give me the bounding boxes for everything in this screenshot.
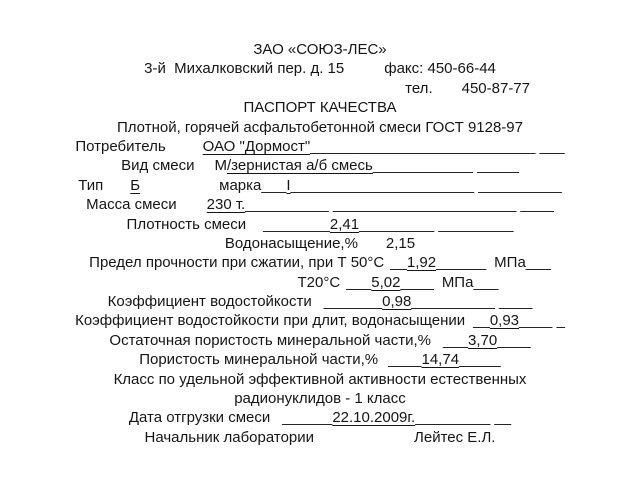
phone-number: 450-87-77 [461, 79, 530, 97]
density-label: Плотность смеси [126, 215, 247, 233]
consumer-value: ОАО "Дормост" [202, 137, 311, 155]
residual-porosity-label: Остаточная пористость минеральной части,% [109, 331, 431, 349]
fill-line: ______ [436, 254, 487, 272]
density-value: 2,41 [329, 215, 360, 233]
spacer [465, 324, 473, 325]
fax-number: факс: 450-66-44 [384, 60, 496, 78]
fill-line: _________ _________ [359, 215, 514, 233]
ship-date-label: Дата отгрузки смеси [128, 409, 271, 427]
water-resistance-long-value: 0,93 [489, 312, 520, 330]
phone-line [0, 79, 640, 98]
strength-t20-label: Т20°С [297, 273, 341, 291]
spacer [140, 189, 219, 190]
mark-value: I [286, 176, 291, 194]
fill-line: _______ [323, 293, 383, 311]
water-saturation-label: Водонасыщение,% [224, 234, 358, 252]
document-subtitle: Плотной, горячей асфальтобетонной смеси ГОСТ 9128-97 [116, 118, 523, 136]
signature-title: Начальник лаборатории [144, 428, 315, 446]
field-water-resistance-long [0, 311, 640, 330]
fill-line: __________ ____ [411, 293, 533, 311]
field-consumer [0, 137, 640, 156]
type-value: Б [130, 176, 141, 194]
field-strength-t20 [0, 273, 640, 292]
signature-line [0, 428, 640, 447]
mix-kind-label: Вид смеси [121, 157, 195, 175]
field-ship-date [0, 408, 640, 427]
fill-line: __ [390, 254, 407, 272]
water-resistance-long-label: Коэффициент водостойкости при длит, водонасыщении [75, 312, 466, 330]
spacer [434, 286, 442, 287]
spacer [358, 247, 386, 248]
fill-line: ______________________ __________ [290, 176, 562, 194]
fill-line: ___ [442, 331, 468, 349]
fill-line: __________ ______________________ ____ [245, 196, 554, 214]
spacer [312, 305, 324, 306]
strength-t20-unit: МПа [441, 273, 474, 291]
consumer-label: Потребитель [75, 137, 166, 155]
spacer [314, 441, 414, 442]
fill-line: ___________________________ ___ [310, 137, 565, 155]
radioactivity-class-line1 [0, 370, 640, 389]
fill-line: ____ [497, 331, 531, 349]
field-water-saturation [0, 234, 640, 253]
fill-line: ____ [400, 273, 434, 291]
fill-line: ___ [346, 273, 372, 291]
company-name-line [0, 40, 640, 59]
type-label: Тип [78, 176, 104, 194]
spacer [246, 228, 263, 229]
water-saturation-value: 2,15 [385, 234, 416, 252]
fill-line: ___ [525, 254, 551, 272]
mix-kind-prefix: М [214, 157, 228, 175]
address-fax-line [0, 59, 640, 78]
mass-value: 230 т. [206, 196, 246, 214]
radioactivity-class-line2 [0, 389, 640, 408]
mix-kind-value: /зернистая а/б смесь [227, 157, 373, 175]
field-mass [0, 195, 640, 214]
fill-line: ______ [282, 409, 333, 427]
spacer [103, 189, 130, 190]
fill-line: __ [473, 312, 490, 330]
field-type-mark [0, 176, 640, 195]
strength-t20-value: 5,02 [371, 273, 401, 291]
mineral-porosity-label: Пористость минеральной части,% [139, 351, 379, 369]
radioactivity-text1: Класс по удельной эффективной активности естественных [113, 370, 527, 388]
field-mix-kind [0, 156, 640, 175]
document-subtitle-line [0, 118, 640, 137]
spacer [378, 363, 388, 364]
field-mineral-porosity [0, 350, 640, 369]
strength-t50-unit: МПа [494, 254, 526, 272]
document-title: ПАСПОРТ КАЧЕСТВА [243, 99, 397, 117]
company-name: ЗАО «СОЮЗ-ЛЕС» [253, 41, 387, 58]
mineral-porosity-value: 14,74 [421, 351, 460, 369]
fill-line: ____ _ [519, 312, 565, 330]
fill-line: ________ [263, 215, 330, 233]
water-resistance-value: 0,98 [382, 293, 412, 311]
spacer [344, 72, 384, 73]
residual-porosity-value: 3,70 [468, 331, 498, 349]
field-strength-t50 [0, 253, 640, 272]
spacer [486, 266, 494, 267]
fill-line: _________ __ [415, 409, 512, 427]
spacer [177, 208, 207, 209]
field-water-resistance [0, 292, 640, 311]
water-resistance-label: Коэффициент водостойкости [107, 293, 312, 311]
spacer [270, 421, 282, 422]
radioactivity-text2: радионуклидов - 1 класс [234, 390, 406, 408]
ship-date-value: 22.10.2009г. [332, 409, 416, 427]
spacer [433, 92, 462, 93]
strength-t50-label: Предел прочности при сжатии, при Т 50°С [89, 254, 385, 272]
fill-line: _____ [459, 351, 501, 369]
spacer [166, 150, 203, 151]
fill-line: ___ [261, 176, 287, 194]
phone-label: тел. [405, 79, 433, 97]
spacer [431, 344, 443, 345]
mass-label: Масса смеси [86, 196, 177, 214]
fill-line: ____________ _____ [372, 157, 519, 175]
field-residual-porosity [0, 331, 640, 350]
document-title-line [0, 98, 640, 117]
fill-line: ____ [388, 351, 422, 369]
signature-name: Лейтес Е.Л. [414, 428, 496, 446]
field-density [0, 215, 640, 234]
mark-label: марка [219, 176, 262, 194]
fill-line: ___ [473, 273, 499, 291]
spacer [195, 169, 215, 170]
strength-t50-value: 1,92 [406, 254, 437, 272]
company-address: 3-й Михалковский пер. д. 15 [144, 60, 345, 78]
